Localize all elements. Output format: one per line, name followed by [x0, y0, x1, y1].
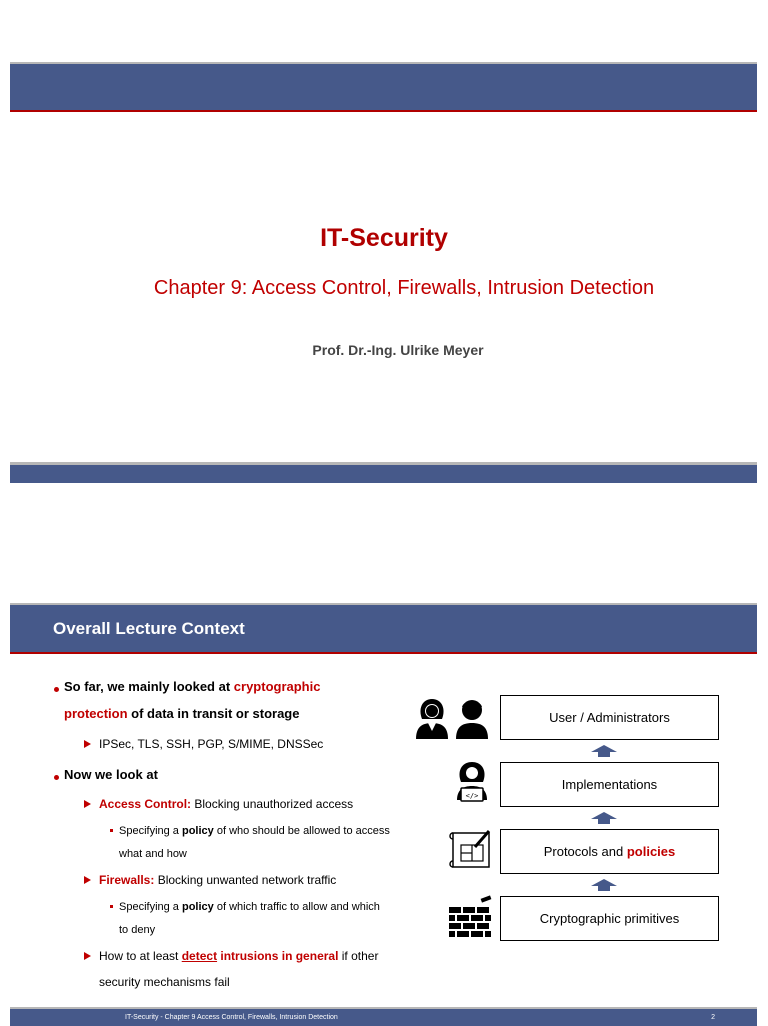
layer-box-crypto — [500, 896, 719, 941]
firewalls-detail-line2: to deny — [119, 924, 156, 936]
blueprint-icon — [447, 829, 493, 871]
slide-title: IT-Security — [320, 224, 448, 252]
firewalls-label: Firewalls: — [99, 873, 155, 887]
title-slide-top-band — [10, 62, 757, 112]
layer-box-implementations — [500, 762, 719, 807]
brick-wall-icon — [447, 895, 493, 939]
bullet1-line1 — [64, 679, 320, 695]
slide-author: Prof. Dr.-Ing. Ulrike Meyer — [312, 342, 484, 358]
bullet1-text2: of data in transit or storage — [127, 706, 300, 721]
bullet1-highlight: cryptographic — [233, 679, 321, 694]
bullet-dot — [54, 687, 59, 692]
intrusion-text2: if other — [338, 949, 379, 963]
firewalls-detail-line1 — [119, 899, 380, 915]
access-control-label: Access Control: — [99, 797, 192, 811]
slide2-header — [10, 603, 757, 654]
layer-box-protocols — [500, 829, 719, 874]
footer-text: IT-Security - Chapter 9 Access Control, Firewalls, Intrusion Detection — [125, 1014, 338, 1021]
layer-label: Cryptographic primitives — [539, 911, 680, 926]
detail-text: of which traffic to allow and which — [213, 901, 380, 913]
detail-text: Specifying a — [119, 901, 182, 913]
sub-arrow-bullet — [84, 740, 91, 748]
arrow-up-icon — [591, 745, 617, 757]
access-control-line — [99, 796, 353, 812]
bullet1-text: So far, we mainly looked at — [64, 679, 234, 694]
firewalls-line — [99, 872, 336, 888]
sub-arrow-bullet — [84, 800, 91, 808]
page-number: 2 — [711, 1014, 715, 1021]
sub-arrow-bullet — [84, 952, 91, 960]
access-control-detail-line1 — [119, 823, 390, 839]
firewalls-text: Blocking unwanted network traffic — [154, 873, 337, 887]
bullet2-text: Now we look at — [64, 767, 158, 782]
users-icon — [414, 697, 494, 741]
intrusion-highlight: intrusions in general — [217, 949, 339, 963]
intrusion-detect: detect — [181, 949, 218, 963]
svg-text:</>: </> — [465, 792, 479, 800]
arrow-up-icon — [591, 812, 617, 824]
layer-label: User / Administrators — [549, 710, 670, 725]
detail-text: Specifying a — [119, 825, 182, 837]
sub1-text: IPSec, TLS, SSH, PGP, S/MIME, DNSSec — [99, 737, 324, 751]
developer-icon — [453, 760, 491, 802]
detail-bold: policy — [181, 825, 214, 837]
layer-label: Protocols and — [543, 844, 624, 859]
bullet1-highlight2: protection — [64, 706, 128, 721]
arrow-up-icon — [591, 879, 617, 891]
intrusion-line2: security mechanisms fail — [99, 975, 230, 989]
square-bullet — [110, 829, 113, 832]
slide-footer — [10, 1007, 757, 1026]
slide2-title: Overall Lecture Context — [53, 619, 245, 638]
bullet1-line2 — [64, 706, 299, 722]
square-bullet — [110, 905, 113, 908]
intrusion-line1 — [99, 948, 378, 964]
slide-subtitle: Chapter 9: Access Control, Firewalls, Intrusion Detection — [153, 277, 655, 299]
layer-label: Implementations — [561, 777, 658, 792]
sub-arrow-bullet — [84, 876, 91, 884]
access-control-detail-line2: what and how — [119, 848, 187, 860]
bullet-dot — [54, 775, 59, 780]
detail-bold: policy — [181, 901, 214, 913]
layer-box-users — [500, 695, 719, 740]
title-slide-bottom-band — [10, 462, 757, 483]
detail-text: of who should be allowed to access — [213, 825, 390, 837]
intrusion-text: How to at least — [99, 949, 182, 963]
layer-highlight: policies — [626, 844, 676, 859]
access-control-text: Blocking unauthorized access — [191, 797, 354, 811]
